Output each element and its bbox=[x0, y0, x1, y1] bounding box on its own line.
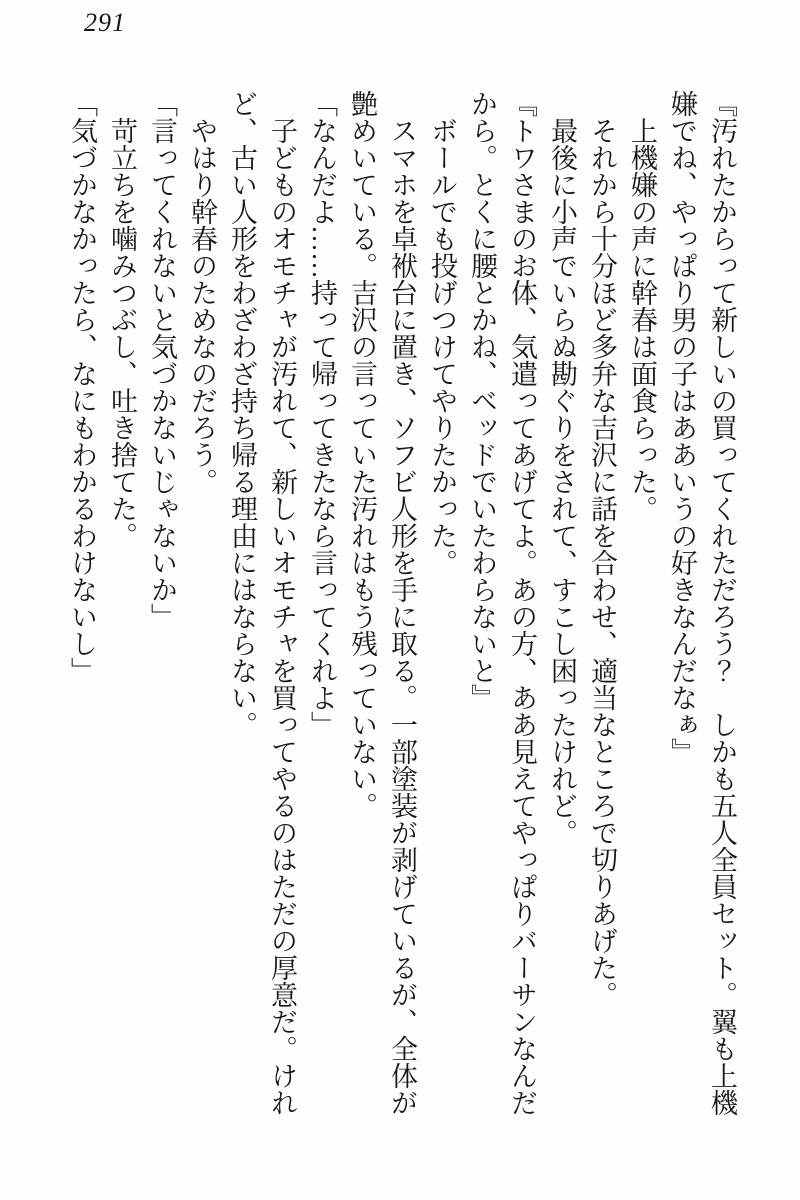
paragraph: 「気づかなかったら、なにもわかるわけないし」 bbox=[67, 90, 97, 684]
page-number: 291 bbox=[84, 8, 126, 37]
paragraph: 「なんだよ……持って帰ってきたなら言ってくれよ」 bbox=[307, 90, 337, 738]
paragraph: スマホを卓袱台に置き、ソフビ人形を手に取る。一部塗装が剥げているが、全体が艶めいている。吉沢の言っていた汚れはもう残っていない。 bbox=[347, 90, 417, 1116]
paragraph: ボールでも投げつけてやりたかった。 bbox=[427, 117, 457, 576]
paragraph: 『トワさまのお体、気遣ってあげてよ。あの方、ああ見えてやっぱりバーサンなんだから。とくに腰とかね、ベッドでいたわらないと』 bbox=[467, 90, 537, 1116]
paragraph: 「言ってくれないと気づかないじゃないか」 bbox=[147, 90, 177, 630]
paragraph: 苛立ちを噛みつぶし、吐き捨てた。 bbox=[107, 117, 137, 549]
text-block bbox=[58, 90, 742, 1120]
paragraph: やはり幹春のためなのだろう。 bbox=[187, 117, 217, 495]
paragraph: 子どものオモチャが汚れて、新しいオモチャを買ってやるのはただの厚意だ。けれど、古い人形をわざわざ持ち帰る理由にはならない。 bbox=[227, 90, 297, 1116]
paragraph: 上機嫌の声に幹春は面食らった。 bbox=[627, 117, 657, 522]
paragraph: 『汚れたからって新しいの買ってくれただろう？ しかも五人全員セット。翼も上機嫌でね、やっぱり男の子はああいうの好きなんだなぁ』 bbox=[667, 90, 737, 1116]
paragraph: 最後に小声でいらぬ勘ぐりをされて、すこし困ったけれど。 bbox=[547, 117, 577, 846]
paragraph: それから十分ほど多弁な吉沢に話を合わせ、適当なところで切りあげた。 bbox=[587, 117, 617, 1008]
